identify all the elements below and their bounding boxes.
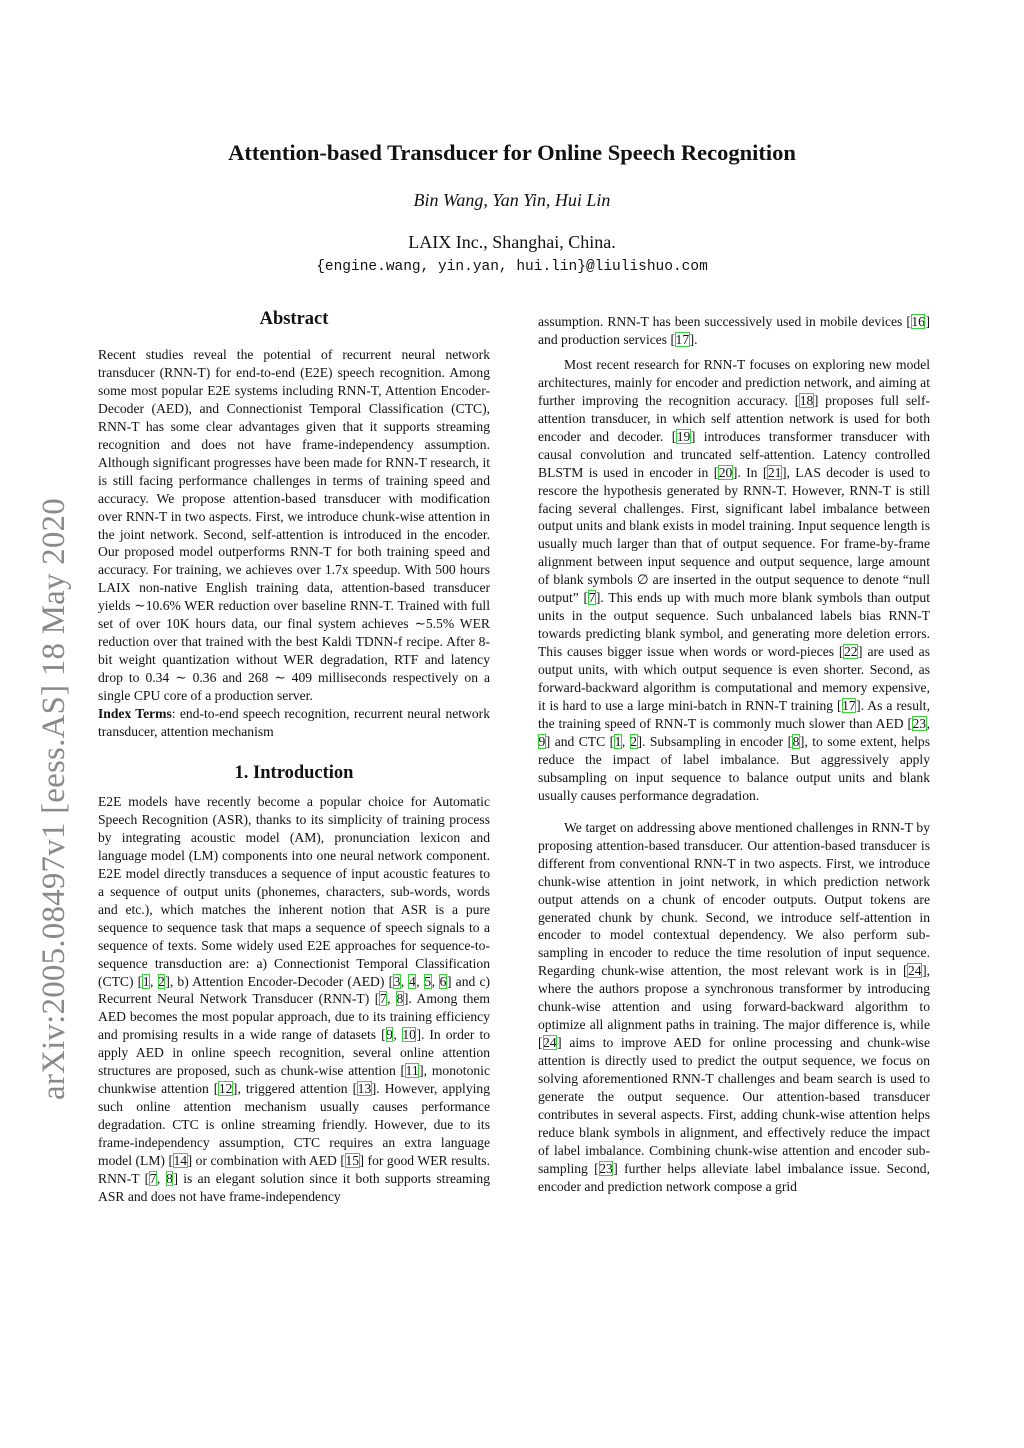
- paragraph-text: We target on addressing above mentioned challenges in RNN-T by proposing attention-based transducer. Our attention-based transducer is different from conventional RNN-T in two aspects. First, we introduce chunk-wise attention in joint network, in which prediction network output attends on a chunk of encoder outputs. Output tokens are generated chunk by chunk. Second, we introduce self-attention in encoder to model contextual dependency. We also perform sub-sampling in encoder to reduce the time resolution of input sequence. Regarding chunk-wise attention, the most relevant work is in [: [538, 819, 930, 979]
- paragraph-text: ] are used as output units, with which output sequence is even shorter. Second, as forward-backward algorithm is computational and memory expensive, it is hard to use a large mini-batch in RNN-T training [: [538, 644, 931, 714]
- paragraph-text: ,: [156, 1170, 166, 1186]
- paragraph-text: ]. This ends up with much more blank symbols than output units in the output sequence. Such unbalanced labels bias RNN-T towards predicting blank symbol, and generating more deletion errors. This causes bigger issue when words or word-pieces [: [538, 590, 931, 660]
- paragraph-text: ]. However, applying such online attention mechanism usually causes performance degradation. CTC is online streaming friendly. However, due to its frame-independency assumption, CTC requires an extra language model (LM) [: [98, 1081, 490, 1169]
- citation-link[interactable]: 3: [393, 973, 401, 989]
- paragraph-text: ] is an elegant solution since it both supports streaming ASR and does not have frame-independency: [98, 1170, 491, 1204]
- citation-link[interactable]: 19: [676, 428, 691, 444]
- paragraph-text: ], where the authors propose a synchronous transformer by introducing chunk-wise attention and using forward-backward algorithm to optimize all alignment paths in training. The major difference is, while [: [538, 963, 930, 1051]
- citation-link[interactable]: 23: [912, 715, 927, 731]
- intro-paragraph-2: [538, 313, 930, 349]
- paragraph-text: ,: [431, 973, 440, 989]
- paragraph-text: ].: [689, 331, 698, 347]
- citation-link[interactable]: 5: [424, 973, 432, 989]
- paragraph-text: ], triggered attention [: [232, 1081, 358, 1097]
- paragraph-text: ] and CTC [: [545, 733, 615, 749]
- intro-paragraph-3: [538, 356, 930, 805]
- citation-link[interactable]: 9: [538, 733, 546, 749]
- paragraph-text: ] aims to improve AED for online processing and chunk-wise attention is directly used to predict the output sequence, we focus on solving aforementioned RNN-T challenges and beam search is used to generate the output sequence. Our attention-based transducer contributes in several aspects. First, adding chunk-wise attention helps reduce blank symbols in alignment, and effectively reduce the impact of label imbalance. Combining chunk-wise attention and encoder sub-sampling [: [538, 1035, 930, 1176]
- paragraph-text: ] proposes full self-attention transducer, in which self attention network is used for both encoder and decoder. [: [538, 392, 930, 444]
- paragraph-text: ], LAS decoder is used to rescore the hypothesis generated by RNN-T. However, RNN-T is still facing several challenges. First, significant label imbalance between output units and blank exists in model training. Input sequence length is usually much larger than that of output sequence. For frame-by-frame alignment between input sequence and output sequence, large amount of blank symbols ∅ are inserted in the output sequence to denote “null output” [: [538, 464, 930, 606]
- paragraph-text: ,: [387, 991, 397, 1007]
- left-column: [98, 307, 490, 1206]
- index-terms: [98, 705, 490, 741]
- citation-link[interactable]: 8: [396, 991, 404, 1007]
- intro-paragraph-4: [538, 819, 930, 1196]
- paragraph-text: ]. As a result, the training speed of RNN-T is commonly much slower than AED [: [538, 698, 930, 731]
- abstract-heading: Abstract: [259, 309, 329, 329]
- index-terms-text: : end-to-end speech recognition, recurrent neural network transducer, attention mechanism: [98, 706, 490, 740]
- citation-link[interactable]: 18: [799, 392, 814, 408]
- right-column: [538, 313, 930, 1196]
- citation-link[interactable]: 6: [439, 973, 447, 989]
- citation-link[interactable]: 15: [345, 1153, 359, 1169]
- citation-link[interactable]: 8: [166, 1170, 173, 1186]
- paragraph-text: ]. Subsampling in encoder [: [637, 733, 793, 749]
- citation-link[interactable]: 24: [907, 963, 922, 979]
- paragraph-text: ,: [621, 733, 630, 749]
- paragraph-text: ], b) Attention Encoder-Decoder (AED) [: [165, 973, 394, 989]
- citation-link[interactable]: 14: [173, 1153, 188, 1169]
- paragraph-text: ], to some extent, helps reduce the impact of label imbalance. But aggressively apply subsampling on input sequence to balance output units and blank usually causes performance degradation.: [538, 733, 930, 803]
- paragraph-text: ,: [400, 973, 409, 989]
- paper-title: Attention-based Transducer for Online Speech Recognition: [228, 140, 796, 165]
- paragraph-text: Most recent research for RNN-T focuses on exploring new model architectures, mainly for encoder and prediction network, and aiming at further improving the recognition accuracy. [: [538, 356, 930, 408]
- citation-link[interactable]: 20: [718, 464, 733, 480]
- citation-link[interactable]: 4: [408, 973, 416, 989]
- paragraph-text: ]. In [: [732, 464, 768, 480]
- paper-authors: Bin Wang, Yan Yin, Hui Lin: [413, 190, 611, 210]
- paragraph-text: ]. In order to apply AED in online speech recognition, several online attention structures are proposed, such as chunk-wise attention [: [98, 1027, 491, 1079]
- arxiv-identifier-stamp[interactable]: arXiv:2005.08497v1 [eess.AS] 18 May 2020: [36, 498, 72, 1100]
- introduction-heading: 1. Introduction: [234, 762, 354, 783]
- citation-link[interactable]: 11: [405, 1063, 419, 1079]
- author-affiliation: LAIX Inc., Shanghai, China.: [408, 232, 616, 252]
- paragraph-text: ,: [926, 715, 930, 731]
- citation-link[interactable]: 7: [379, 991, 387, 1007]
- citation-link[interactable]: 24: [543, 1035, 557, 1051]
- citation-link[interactable]: 12: [218, 1081, 233, 1097]
- citation-link[interactable]: 17: [842, 698, 856, 714]
- paragraph-text: ] for good WER results. RNN-T [: [98, 1153, 490, 1186]
- paragraph-text: ,: [393, 1027, 402, 1043]
- paragraph-text: ] introduces transformer transducer with causal convolution and truncated self-attention. Latency controlled BLSTM is used in encoder in [: [538, 428, 930, 480]
- citation-link[interactable]: 2: [630, 733, 637, 749]
- paragraph-text: E2E models have recently become a popular choice for Automatic Speech Recognition (ASR), thanks to its simplicity of training process by integrating acoustic model (AM), pronunciation lexicon and language model (LM) components into one neural network component. E2E model directly transduces a sequence of input acoustic features to a sequence of output units (phonemes, characters, sub-words, words and etc.), which matches the inherent notion that ASR is a pure sequence to sequence task that maps a sequence of speech signals to a sequence of texts. Some widely used E2E approaches for sequence-to-sequence transduction are: a) Connectionist Temporal Classification (CTC) [: [98, 793, 490, 989]
- citation-link[interactable]: 21: [767, 464, 782, 480]
- paragraph-text: ,: [149, 973, 158, 989]
- citation-link[interactable]: 7: [149, 1170, 157, 1186]
- intro-paragraph-1: [98, 793, 490, 1206]
- citation-link[interactable]: 13: [357, 1081, 372, 1097]
- paragraph-text: ,: [416, 973, 424, 989]
- citation-link[interactable]: 22: [843, 644, 858, 660]
- citation-link[interactable]: 2: [158, 973, 165, 989]
- citation-link[interactable]: 1: [142, 973, 150, 989]
- paragraph-text: assumption. RNN-T has been successively used in mobile devices [: [538, 314, 911, 329]
- citation-link[interactable]: 1: [614, 733, 622, 749]
- citation-link[interactable]: 10: [402, 1027, 416, 1043]
- citation-link[interactable]: 23: [599, 1160, 613, 1176]
- paragraph-text: ]. Among them AED becomes the most popular approach, due to its training efficiency and promising results in a wide range of datasets [: [98, 991, 490, 1043]
- author-emails: {engine.wang, yin.yan, hui.lin}@liulishuo.com: [316, 259, 708, 275]
- paragraph-text: ] further helps alleviate label imbalance issue. Second, encoder and prediction network compose a grid: [538, 1160, 930, 1194]
- paragraph-text: ], monotonic chunkwise attention [: [98, 1063, 490, 1097]
- citation-link[interactable]: 7: [588, 590, 596, 606]
- citation-link[interactable]: 17: [675, 331, 690, 347]
- paragraph-text: ] or combination with AED [: [187, 1153, 345, 1169]
- citation-link[interactable]: 16: [911, 314, 925, 329]
- abstract-text: Recent studies reveal the potential of recurrent neural network transducer (RNN-T) for end-to-end (E2E) speech recognition. Among some most popular E2E systems including RNN-T, Attention Encoder-Decoder (AED), and Connectionist Temporal Classification (CTC), RNN-T has some clear advantages given that it supports streaming recognition and does not have frame-independency assumption. Although significant progresses have been made for RNN-T research, it is still facing performance challenges in terms of training speed and accuracy. We propose attention-based transducer with modification over RNN-T in two aspects. First, we introduce chunk-wise attention in the joint network. Second, self-attention is introduced in the encoder. Our proposed model outperforms RNN-T for both training speed and accuracy. For training, we achieves over 1.7x speedup. With 500 hours LAIX non-native English training data, attention-based transducer yields ∼10.6% WER reduction over baseline RNN-T. Trained with full set of over 10K hours data, our final system achieves ∼5.5% WER reduction over that trained with the best Kaldi TDNN-f recipe. After 8-bit weight quantization without WER degradation, RTF and latency drop to 0.34 ∼ 0.36 and 268 ∼ 409 milliseconds respectively on a single CPU core of a production server.: [98, 347, 490, 704]
- paragraph-text: ] and production services [: [538, 314, 930, 347]
- citation-link[interactable]: 9: [386, 1027, 393, 1043]
- paragraph-text: ] and c) Recurrent Neural Network Transducer (RNN-T) [: [98, 973, 491, 1007]
- citation-link[interactable]: 8: [792, 733, 800, 749]
- index-terms-label: Index Terms: [98, 706, 172, 722]
